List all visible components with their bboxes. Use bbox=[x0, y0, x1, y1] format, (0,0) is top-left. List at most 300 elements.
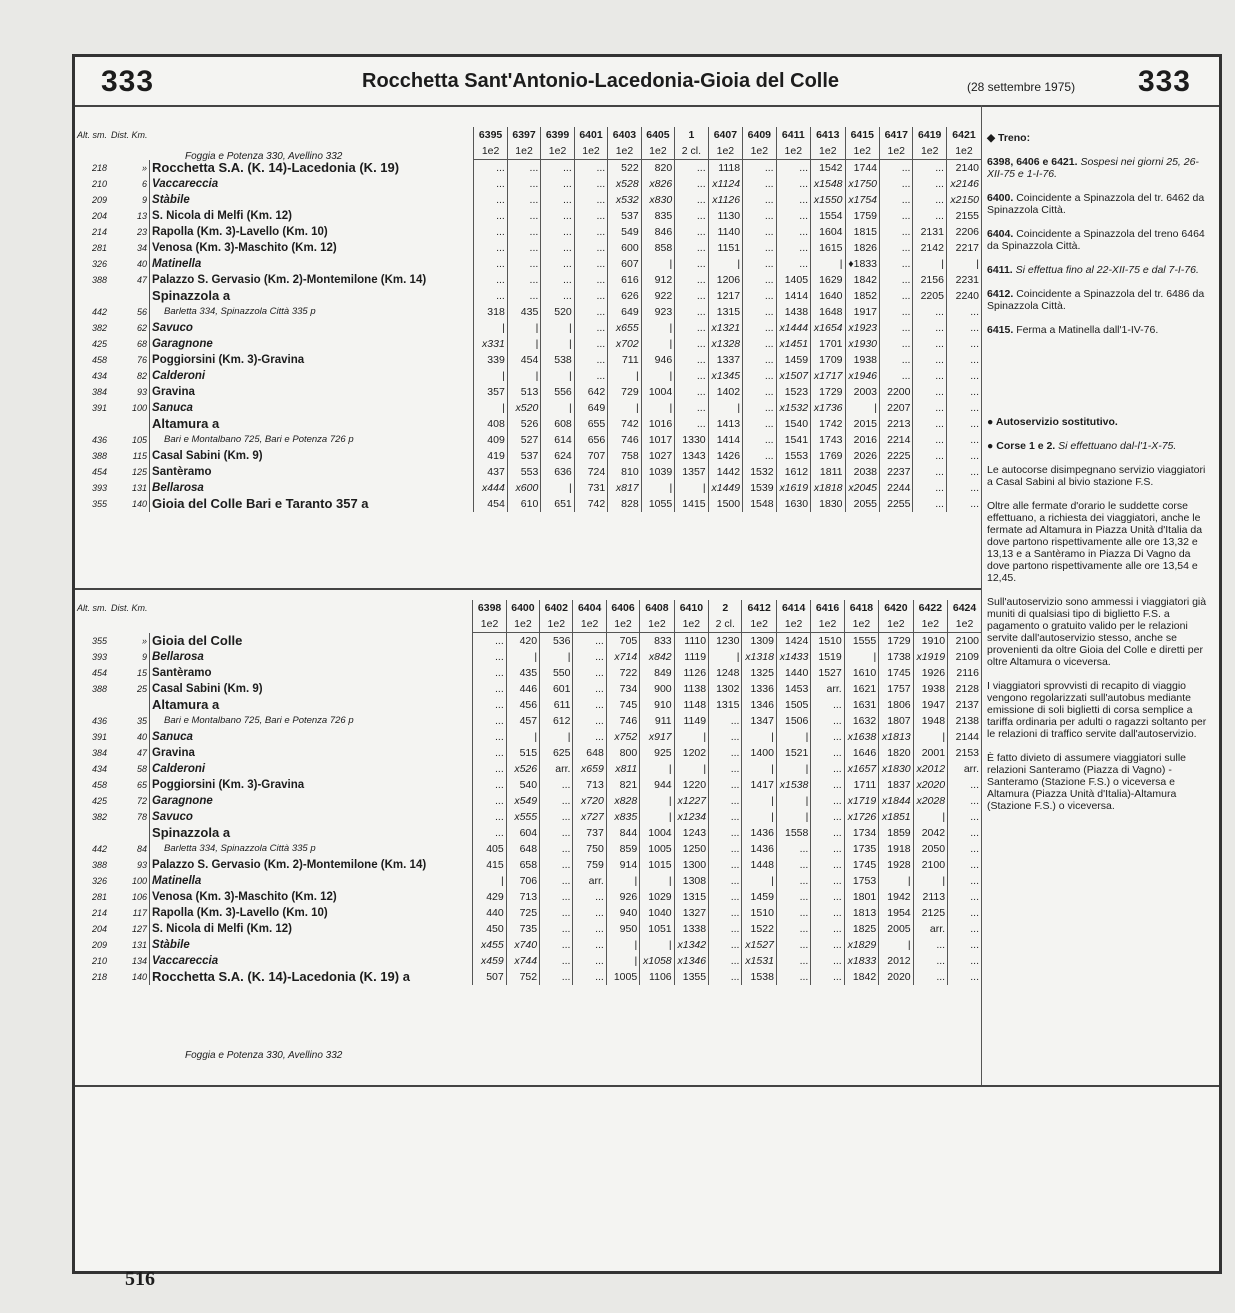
upper-time-cell: ... bbox=[507, 176, 540, 192]
lower-time-cell: ... bbox=[709, 825, 742, 841]
lower-time-cell: x455 bbox=[473, 937, 506, 953]
lower-time-cell: 1325 bbox=[742, 665, 776, 681]
lower-time-cell: 1243 bbox=[674, 825, 708, 841]
lower-time-cell: ... bbox=[540, 777, 573, 793]
upper-time-cell: | bbox=[641, 400, 674, 416]
lower-time-cell: 1807 bbox=[879, 713, 913, 729]
upper-time-cell: 1553 bbox=[776, 448, 810, 464]
upper-time-cell: 636 bbox=[541, 464, 574, 480]
upper-time-cell: 1852 bbox=[845, 288, 880, 304]
notes-note-text: Ferma a Matinella dall'1-IV-76. bbox=[1016, 324, 1159, 336]
notes_lower-note bbox=[987, 596, 1213, 668]
lower-time-cell: ... bbox=[948, 873, 981, 889]
lower-time-cell: ... bbox=[811, 953, 844, 969]
lower-time-cell: 1745 bbox=[879, 665, 913, 681]
lower-time-cell: 2128 bbox=[948, 681, 981, 697]
lower-time-cell: x526 bbox=[506, 761, 539, 777]
lower-time-cell: x752 bbox=[606, 729, 639, 745]
lower-time-cell: ... bbox=[811, 713, 844, 729]
upper-time-cell: 810 bbox=[608, 464, 641, 480]
lower-time-cell: 849 bbox=[640, 665, 674, 681]
lower-time-cell: 1448 bbox=[742, 857, 776, 873]
lower-time-cell: x2028 bbox=[913, 793, 947, 809]
upper-time-cell: 649 bbox=[608, 304, 641, 320]
lower-time-cell: arr. bbox=[573, 873, 606, 889]
lower-time-cell: ... bbox=[473, 729, 506, 745]
upper-time-cell: ... bbox=[574, 320, 607, 336]
notes_lower-note-text: Oltre alle fermate d'orario le suddette corse effettuano, a richiesta dei viaggiatori, anche le fermate ad Altamura in Piazza Unità d'Italia da dove partono rispettivamente alle ore 13,32 e 13,13 e a Santèramo in Piazza Di Vagno da dove partono rispettivamente alle ore 13,54 e 12,45. bbox=[987, 500, 1203, 584]
lower-time-cell: 2153 bbox=[948, 745, 981, 761]
upper-time-cell: ... bbox=[675, 240, 708, 256]
notes_lower-note-text: Si effettuano dal-l'1-X-75. bbox=[1058, 440, 1177, 452]
lower-time-cell: ... bbox=[948, 793, 981, 809]
upper-time-cell: x2146 bbox=[946, 176, 981, 192]
notes_lower-note-text: Le autocorse disimpegnano servizio viaggiatori a Casal Sabini al bivio stazione F.S. bbox=[987, 464, 1206, 488]
upper-time-cell: ... bbox=[675, 320, 708, 336]
upper-time-cell: 1541 bbox=[776, 432, 810, 448]
lower-row-dist: 134 bbox=[109, 953, 150, 969]
upper-time-cell: ... bbox=[675, 208, 708, 224]
lower-time-cell: | bbox=[606, 873, 639, 889]
lower-train-class: 1e2 bbox=[879, 616, 913, 633]
upper-time-cell: 1426 bbox=[708, 448, 742, 464]
lower-time-cell: 1250 bbox=[674, 841, 708, 857]
upper-train-number: 6399 bbox=[541, 127, 574, 143]
upper-time-cell: | bbox=[541, 480, 574, 496]
upper-time-cell: 1055 bbox=[641, 496, 674, 512]
lower-time-cell: ... bbox=[948, 921, 981, 937]
lower-time-cell: 1338 bbox=[674, 921, 708, 937]
lower-time-cell: ... bbox=[473, 681, 506, 697]
upper-row-dist: 140 bbox=[109, 496, 150, 512]
lower-row-alt: 458 bbox=[91, 780, 108, 790]
upper-time-cell: 437 bbox=[474, 464, 507, 480]
lower-time-cell: 1621 bbox=[844, 681, 878, 697]
lower-time-cell: 1110 bbox=[674, 633, 708, 650]
upper-time-cell: x1923 bbox=[845, 320, 880, 336]
notes_lower-note bbox=[987, 500, 1213, 584]
lower-time-cell: 900 bbox=[640, 681, 674, 697]
upper-time-cell: ... bbox=[743, 160, 776, 177]
lower-time-cell: | bbox=[540, 649, 573, 665]
upper-time-cell: 2026 bbox=[845, 448, 880, 464]
lower-time-cell: ... bbox=[948, 777, 981, 793]
notes_lower-note bbox=[987, 440, 1213, 452]
upper-train-class: 1e2 bbox=[811, 143, 845, 160]
lower-time-cell: ... bbox=[948, 905, 981, 921]
lower-time-cell: ... bbox=[776, 873, 810, 889]
lower-time-cell: ... bbox=[948, 809, 981, 825]
lower-time-cell: ... bbox=[709, 969, 742, 985]
upper-time-cell: 1004 bbox=[641, 384, 674, 400]
lower-row-alt: 218 bbox=[91, 972, 108, 982]
upper-time-cell: x702 bbox=[608, 336, 641, 352]
lower-time-cell: ... bbox=[811, 745, 844, 761]
upper-time-cell: | bbox=[474, 320, 507, 336]
upper-time-cell: x528 bbox=[608, 176, 641, 192]
lower-time-cell: x917 bbox=[640, 729, 674, 745]
upper-time-cell: 923 bbox=[641, 304, 674, 320]
lower-time-cell: 1315 bbox=[709, 697, 742, 713]
upper-time-cell: 649 bbox=[574, 400, 607, 416]
upper-time-cell: ... bbox=[776, 176, 810, 192]
lower-time-cell: x811 bbox=[606, 761, 639, 777]
upper-station-name: Rocchetta S.A. (K. 14)-Lacedonia (K. 19) bbox=[152, 159, 400, 175]
lower-time-cell: x1638 bbox=[844, 729, 878, 745]
lower-train-number: 6408 bbox=[640, 600, 674, 616]
lower-time-cell: ... bbox=[776, 937, 810, 953]
lower-row-dist: 15 bbox=[109, 665, 150, 681]
upper-time-cell: ... bbox=[743, 224, 776, 240]
upper-station-name: Venosa (Km. 3)-Maschito (Km. 12) bbox=[152, 242, 337, 254]
lower-time-cell: ... bbox=[811, 697, 844, 713]
lower-time-cell: x2020 bbox=[913, 777, 947, 793]
lower-time-cell: 745 bbox=[606, 697, 639, 713]
upper-time-cell: ... bbox=[913, 496, 946, 512]
upper-time-cell: 1118 bbox=[708, 160, 742, 177]
lower-train-number: 6398 bbox=[473, 600, 506, 616]
lower-station-name: Altamura a bbox=[152, 697, 220, 712]
lower-train-class: 1e2 bbox=[844, 616, 878, 633]
notes-divider bbox=[981, 105, 982, 1085]
upper-time-cell: 2155 bbox=[946, 208, 981, 224]
upper-time-cell: 1815 bbox=[845, 224, 880, 240]
upper-time-cell: | bbox=[541, 368, 574, 384]
lower-time-cell: 750 bbox=[573, 841, 606, 857]
upper-time-cell: ... bbox=[913, 432, 946, 448]
lower-time-cell: 1910 bbox=[913, 633, 947, 650]
lower-row-alt bbox=[75, 825, 109, 841]
lower-time-cell: ... bbox=[473, 649, 506, 665]
upper-row-alt: 388 bbox=[91, 451, 108, 461]
upper-time-cell: ... bbox=[675, 400, 708, 416]
lower-time-cell: 1610 bbox=[844, 665, 878, 681]
timetable-date: (28 settembre 1975) bbox=[967, 80, 1076, 94]
upper-time-cell: | bbox=[811, 256, 845, 272]
lower-time-cell: 1506 bbox=[776, 713, 810, 729]
lower-station-name: Bari e Montalbano 725, Bari e Potenza 726 p bbox=[164, 715, 354, 726]
lower-time-cell: 1859 bbox=[879, 825, 913, 841]
upper-time-cell: ... bbox=[776, 224, 810, 240]
upper-time-cell: 2016 bbox=[845, 432, 880, 448]
upper-time-cell: ... bbox=[880, 288, 913, 304]
lower-time-cell: | bbox=[674, 729, 708, 745]
notes-note-head: 6411. bbox=[987, 264, 1013, 276]
upper-time-cell: ... bbox=[946, 496, 981, 512]
lower-time-cell: 940 bbox=[606, 905, 639, 921]
upper-train-number: 6405 bbox=[641, 127, 674, 143]
lower-time-cell: ... bbox=[913, 953, 947, 969]
upper-station-name: S. Nicola di Melfi (Km. 12) bbox=[152, 210, 292, 222]
upper-time-cell: 1604 bbox=[811, 224, 845, 240]
lower-time-cell: x1830 bbox=[879, 761, 913, 777]
upper-time-cell: ... bbox=[880, 240, 913, 256]
lower-train-number: 6400 bbox=[506, 600, 539, 616]
lower-row-alt: 391 bbox=[91, 732, 108, 742]
lower-time-cell: 1632 bbox=[844, 713, 878, 729]
upper-time-cell: | bbox=[608, 400, 641, 416]
lower-time-cell: ... bbox=[776, 841, 810, 857]
upper-time-cell: 912 bbox=[641, 272, 674, 288]
lower-time-cell: ... bbox=[540, 809, 573, 825]
upper-station-name: Barletta 334, Spinazzola Città 335 p bbox=[164, 306, 316, 317]
lower-time-cell: 737 bbox=[573, 825, 606, 841]
upper-time-cell: 1130 bbox=[708, 208, 742, 224]
lower-time-cell: ... bbox=[811, 921, 844, 937]
upper-time-cell: x1328 bbox=[708, 336, 742, 352]
lower-row-dist: 65 bbox=[109, 777, 150, 793]
upper-time-cell: 1532 bbox=[743, 464, 776, 480]
upper-row-alt: 388 bbox=[91, 275, 108, 285]
lower-time-cell: ... bbox=[473, 825, 506, 841]
notes-note-head: 6404. bbox=[987, 228, 1014, 240]
upper-time-cell: 835 bbox=[641, 208, 674, 224]
upper-time-cell: | bbox=[608, 368, 641, 384]
lower-time-cell: x1829 bbox=[844, 937, 878, 953]
upper-time-cell: ... bbox=[507, 160, 540, 177]
lower-time-cell: ... bbox=[540, 905, 573, 921]
upper-row-alt: 436 bbox=[91, 435, 108, 445]
upper-row-dist: 131 bbox=[109, 480, 150, 496]
upper-time-cell: 1630 bbox=[776, 496, 810, 512]
lower-time-cell: ... bbox=[540, 969, 573, 985]
upper-time-cell: 1539 bbox=[743, 480, 776, 496]
upper-time-cell: 758 bbox=[608, 448, 641, 464]
upper-time-cell: 1826 bbox=[845, 240, 880, 256]
upper-time-cell: x1550 bbox=[811, 192, 845, 208]
upper-time-cell: 1542 bbox=[811, 160, 845, 177]
upper-time-cell: ... bbox=[913, 320, 946, 336]
lower-time-cell: ... bbox=[913, 937, 947, 953]
lower-time-cell: ... bbox=[540, 857, 573, 873]
lower-row-alt: 209 bbox=[91, 940, 108, 950]
upper-time-cell: 1016 bbox=[641, 416, 674, 432]
upper-time-cell: ... bbox=[675, 352, 708, 368]
upper-time-cell: ... bbox=[913, 384, 946, 400]
upper-time-cell: 946 bbox=[641, 352, 674, 368]
lower-time-cell: ... bbox=[573, 969, 606, 985]
lower-time-cell: ... bbox=[540, 841, 573, 857]
upper-time-cell: 1414 bbox=[776, 288, 810, 304]
upper-row-alt: 209 bbox=[91, 195, 108, 205]
lower-time-cell: ... bbox=[709, 777, 742, 793]
lower-time-cell: ... bbox=[948, 857, 981, 873]
upper-time-cell: ... bbox=[474, 288, 507, 304]
lower-time-cell: x1538 bbox=[776, 777, 810, 793]
lower-time-cell: ... bbox=[473, 793, 506, 809]
lower-time-cell: 1510 bbox=[811, 633, 844, 650]
lower-time-cell: 611 bbox=[540, 697, 573, 713]
upper-time-cell: ... bbox=[474, 208, 507, 224]
upper-time-cell: 526 bbox=[507, 416, 540, 432]
upper-time-cell: x1444 bbox=[776, 320, 810, 336]
upper-time-cell: x1449 bbox=[708, 480, 742, 496]
upper-time-cell: ... bbox=[675, 416, 708, 432]
lower-time-cell: | bbox=[506, 729, 539, 745]
notes-note bbox=[987, 228, 1213, 252]
lower-time-cell: 1424 bbox=[776, 633, 810, 650]
upper-time-cell: 651 bbox=[541, 496, 574, 512]
upper-time-cell: ... bbox=[743, 192, 776, 208]
lower-time-cell: 2144 bbox=[948, 729, 981, 745]
lower-time-cell: 1734 bbox=[844, 825, 878, 841]
lower-time-cell: 1436 bbox=[742, 841, 776, 857]
upper-time-cell: ... bbox=[946, 448, 981, 464]
upper-train-number: 6407 bbox=[708, 127, 742, 143]
lower-time-cell: 1521 bbox=[776, 745, 810, 761]
upper-time-cell: x1736 bbox=[811, 400, 845, 416]
lower-station-name: Palazzo S. Gervasio (Km. 2)-Montemilone (Km. 14) bbox=[152, 859, 427, 871]
upper-time-cell: 1648 bbox=[811, 304, 845, 320]
lower-time-cell: 2050 bbox=[913, 841, 947, 857]
upper-time-cell: 711 bbox=[608, 352, 641, 368]
upper-time-cell: ... bbox=[541, 176, 574, 192]
upper-row-alt bbox=[75, 416, 109, 432]
lower-time-cell: 450 bbox=[473, 921, 506, 937]
lower-time-cell: 2100 bbox=[948, 633, 981, 650]
lower-time-cell: 648 bbox=[573, 745, 606, 761]
lower-time-cell: ... bbox=[913, 969, 947, 985]
lower-time-cell: 515 bbox=[506, 745, 539, 761]
lower-time-cell: x727 bbox=[573, 809, 606, 825]
lower-row-dist: 40 bbox=[109, 729, 150, 745]
upper-time-cell: ... bbox=[474, 272, 507, 288]
table-number-left: 333 bbox=[101, 65, 155, 98]
upper-time-cell: | bbox=[474, 368, 507, 384]
upper-dist-label: Dist. Km. bbox=[111, 130, 148, 140]
upper-train-number: 1 bbox=[675, 127, 708, 143]
lower-row-dist: 25 bbox=[109, 681, 150, 697]
upper-time-cell: x817 bbox=[608, 480, 641, 496]
lower-time-cell: 1505 bbox=[776, 697, 810, 713]
upper-train-class: 1e2 bbox=[474, 143, 507, 160]
upper-train-class: 1e2 bbox=[913, 143, 946, 160]
lower-time-cell: 833 bbox=[640, 633, 674, 650]
lower-station-name: Venosa (Km. 3)-Maschito (Km. 12) bbox=[152, 891, 337, 903]
lower-time-cell: 1842 bbox=[844, 969, 878, 985]
upper-time-cell: 2207 bbox=[880, 400, 913, 416]
lower-time-cell: 1510 bbox=[742, 905, 776, 921]
upper-time-cell: 1742 bbox=[811, 416, 845, 432]
lower-time-cell: ... bbox=[473, 713, 506, 729]
lower-time-cell: ... bbox=[948, 953, 981, 969]
lower-time-cell: ... bbox=[811, 761, 844, 777]
lower-row-alt: 434 bbox=[91, 764, 108, 774]
lower-row-alt bbox=[75, 697, 109, 713]
lower-time-cell: x1726 bbox=[844, 809, 878, 825]
lower-station-name: Stàbile bbox=[152, 939, 190, 951]
lower-time-cell: x555 bbox=[506, 809, 539, 825]
upper-time-cell: 537 bbox=[608, 208, 641, 224]
lower-station-name: Calderoni bbox=[152, 763, 206, 775]
lower-time-cell: arr. bbox=[913, 921, 947, 937]
upper-time-cell: ... bbox=[913, 464, 946, 480]
upper-time-cell: | bbox=[641, 368, 674, 384]
lower-time-cell: x459 bbox=[473, 953, 506, 969]
lower-train-number: 6416 bbox=[811, 600, 844, 616]
upper-time-cell: ... bbox=[913, 304, 946, 320]
lower-time-cell: ... bbox=[709, 857, 742, 873]
lower-train-class: 1e2 bbox=[948, 616, 981, 633]
upper-time-cell: ... bbox=[776, 240, 810, 256]
lower-time-cell: ... bbox=[811, 969, 844, 985]
upper-time-cell: ... bbox=[913, 416, 946, 432]
lower-time-cell: 1309 bbox=[742, 633, 776, 650]
lower-time-cell: ... bbox=[776, 969, 810, 985]
upper-time-cell: 1315 bbox=[708, 304, 742, 320]
upper-blank2 bbox=[109, 143, 150, 160]
lower-time-cell: | bbox=[879, 937, 913, 953]
upper-train-number: 6403 bbox=[608, 127, 641, 143]
upper-time-cell: 1438 bbox=[776, 304, 810, 320]
upper-time-cell: ... bbox=[913, 400, 946, 416]
lower-time-cell: 540 bbox=[506, 777, 539, 793]
upper-station-name: Altamura a bbox=[152, 416, 220, 431]
notes_lower-note-text: Sull'autoservizio sono ammessi i viaggiatori già muniti di qualsiasi tipo di biglietto F.S. a pagamento o gratuito valido per le relazioni servite dall'autoservizio stesso, anche se provenienti da oltre Gioia del Colle e diretti per oltre Altamura o viceversa. bbox=[987, 596, 1207, 668]
notes_lower-note bbox=[987, 752, 1213, 812]
lower-time-cell: | bbox=[742, 729, 776, 745]
lower-time-cell: 713 bbox=[573, 777, 606, 793]
upper-station-name: Garagnone bbox=[152, 338, 213, 350]
lower-time-cell: 1459 bbox=[742, 889, 776, 905]
lower-time-cell: 1346 bbox=[742, 697, 776, 713]
upper-time-cell: ... bbox=[743, 240, 776, 256]
lower-time-cell: 925 bbox=[640, 745, 674, 761]
lower-time-cell: 1436 bbox=[742, 825, 776, 841]
lower-time-cell: ... bbox=[709, 713, 742, 729]
upper-time-cell: 520 bbox=[541, 304, 574, 320]
lower-blank1 bbox=[75, 616, 109, 633]
lower-time-cell: ... bbox=[709, 793, 742, 809]
upper-row-alt: 442 bbox=[91, 307, 108, 317]
lower-time-cell: x1433 bbox=[776, 649, 810, 665]
lower-time-cell: 722 bbox=[606, 665, 639, 681]
upper-time-cell: ... bbox=[946, 400, 981, 416]
upper-time-cell: 1540 bbox=[776, 416, 810, 432]
lower-time-cell: 1138 bbox=[674, 681, 708, 697]
lower-time-cell: 911 bbox=[640, 713, 674, 729]
upper-station-name: Poggiorsini (Km. 3)-Gravina bbox=[152, 354, 305, 366]
upper-time-cell: 858 bbox=[641, 240, 674, 256]
upper-time-cell: 656 bbox=[574, 432, 607, 448]
upper-time-cell: 742 bbox=[574, 496, 607, 512]
lower-time-cell: 1745 bbox=[844, 857, 878, 873]
upper-time-cell: ... bbox=[574, 224, 607, 240]
upper-row-dist: 115 bbox=[109, 448, 150, 464]
lower-time-cell: 2100 bbox=[913, 857, 947, 873]
lower-time-cell: | bbox=[879, 873, 913, 889]
upper-blank3 bbox=[150, 143, 474, 160]
upper-row-alt: 425 bbox=[91, 339, 108, 349]
lower-row-dist: 72 bbox=[109, 793, 150, 809]
lower-station-name: Barletta 334, Spinazzola Città 335 p bbox=[164, 843, 316, 854]
upper-time-cell: ... bbox=[913, 480, 946, 496]
lower-time-cell: | bbox=[776, 793, 810, 809]
lower-time-cell: 550 bbox=[540, 665, 573, 681]
lower-time-cell: ... bbox=[540, 921, 573, 937]
upper-time-cell: 655 bbox=[574, 416, 607, 432]
lower-time-cell: 1711 bbox=[844, 777, 878, 793]
upper-time-cell: x1345 bbox=[708, 368, 742, 384]
upper-time-cell: 1343 bbox=[675, 448, 708, 464]
upper-time-cell: 742 bbox=[608, 416, 641, 432]
upper-time-cell: ... bbox=[946, 416, 981, 432]
upper-time-cell: 538 bbox=[541, 352, 574, 368]
upper-table bbox=[75, 127, 981, 512]
lower-time-cell: 1230 bbox=[709, 633, 742, 650]
lower-time-cell: ... bbox=[811, 873, 844, 889]
upper-time-cell: ... bbox=[675, 160, 708, 177]
